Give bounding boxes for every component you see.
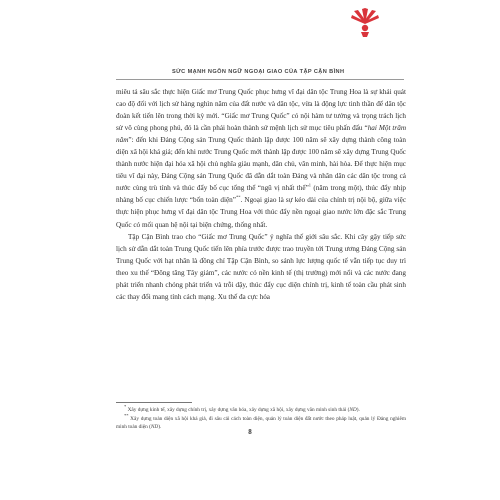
footnote-1-abbrev: ND	[349, 407, 357, 413]
body-text	[116, 86, 406, 303]
footnote-1-text: Xây dựng kinh tế, xây dựng chính trị, xây dựng văn hóa, xây dựng xã hội, xây dựng văn minh sinh thái (	[126, 407, 350, 413]
footnote-1-marker: *	[124, 404, 127, 410]
page-number: 8	[248, 428, 252, 436]
publisher-logo-icon	[350, 8, 380, 38]
footnote-ref-1[interactable]: 1	[308, 182, 312, 188]
paragraph-1-continued: ”: đến khi Đảng Cộng sản Trung Quốc thành lập được 100 năm sẽ xây dựng thành công toàn diện xã hội khá giả; đến khi nước Trung Quốc mới thành lập được 100 năm sẽ xây dựng Trung Quốc thành nước hiện đại hóa xã hội chủ nghĩa giàu mạnh, dân chủ, văn minh, hài hòa. Để thực hiện mục tiêu vĩ đại này, Đảng Cộng sản Trung Quốc đã dẫn dắt toàn Đảng và nhân dân các dân tộc trong cả nước cùng trù tính và thúc đẩy bố cục tổng thể “ngũ vị nhất thể”	[116, 136, 406, 193]
paragraph-1	[116, 86, 406, 231]
paragraph-2: Tập Cận Bình trao cho “Giấc mơ Trung Quốc” ý nghĩa thế giới sâu sắc. Khi cây gậy tiếp sức lịch sử dẫn dắt toàn Trung Quốc tiến lên phía trước được trao truyền tới Trung ương Đảng Cộng sản Trung Quốc với hạt nhân là đồng chí Tập Cận Bình, so sánh lực lượng quốc tế vẫn tiếp tục duy trì theo xu thế “Đông tăng Tây giảm”, các nước có nền kinh tế (thị trường) mới nổi và các nước đang phát triển nhanh chóng phát triển và trỗi dậy, thúc đẩy cục diện chính trị, kinh tế toàn cầu phát sinh các thay đổi mang tính cách mạng. Xu thế đa cực hóa	[116, 232, 406, 301]
footnote-2-end: ).	[158, 424, 162, 431]
paragraph-1-continued-3: . Ngoại giao là sự kéo dài của chính trị nội bộ, giữa việc thực hiện phục hưng vĩ đại dân tộc Trung Hoa với thúc đẩy nền ngoại giao nước lớn đặc sắc Trung Quốc có mối quan hệ nội tại biện chứng, thống nhất.	[116, 196, 407, 229]
paragraph-1-continued-2: (năm trong một), thúc đẩy nhịp nhàng bố cục chiến lược “bốn toàn diện”	[116, 184, 406, 205]
footnote-divider	[116, 402, 192, 403]
footnote-1-end: ).	[356, 407, 360, 413]
header-divider	[116, 79, 404, 80]
paragraph-1-text: miêu tả sâu sắc thực hiện Giấc mơ Trung Quốc phục hưng vĩ đại dân tộc Trung Hoa là sự khái quát cao độ đối với lịch sử hàng nghìn năm của đất nước và dân tộc, vừa là động lực tinh thần để dân tộc đoàn kết tiến lên trong thời kỳ mới. “Giấc mơ Trung Quốc” có nội hàm tư tưởng và trọng trách lịch sử vô cùng phong phú, đó là cần phải hoàn thành sứ mệnh lịch sử mục tiêu phấn đấu “	[116, 88, 406, 133]
running-header: SỨC MẠNH NGÔN NGỮ NGOẠI GIAO CỦA TẬP CẬN BÌNH	[172, 69, 345, 75]
footnote-1	[116, 406, 406, 415]
footnote-2-abbrev: ND	[150, 424, 159, 431]
italic-phrase: hai Một trăm năm	[116, 124, 407, 145]
footnote-2-marker: **	[124, 412, 129, 418]
footnote-ref-2[interactable]: **	[235, 195, 241, 201]
footnote-2-text: Xây dựng toàn diện xã hội khá giả, đi sâu cải cách toàn diện, quản lý toàn diện đất nước theo pháp luật, quản lý Đảng nghiêm minh toàn diện (	[116, 415, 406, 431]
